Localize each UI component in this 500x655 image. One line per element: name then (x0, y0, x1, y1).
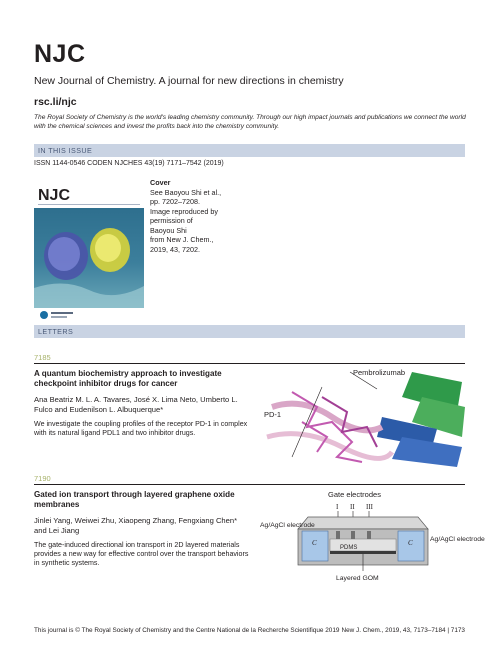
article-authors: Jinlei Yang, Weiwei Zhu, Xiaopeng Zhang, Fengxiang Chen* and Lei Jiang (34, 516, 238, 535)
article-page-number[interactable]: 7190 (34, 474, 51, 483)
footer-citation: New J. Chem., 2019, 43, 7173–7184 | 7173 (341, 627, 465, 634)
cover-caption (150, 178, 270, 254)
cover-heading: Cover (150, 178, 171, 187)
article-page-number[interactable]: 7185 (34, 353, 51, 362)
journal-tagline: New Journal of Chemistry. A journal for new directions in chemistry (34, 75, 344, 87)
letters-heading: LETTERS (34, 325, 465, 338)
figure-label-layered-gom: Layered GOM (336, 575, 379, 582)
figure-label-right-electrode: Ag/AgCl electrode (430, 536, 485, 543)
article-divider (34, 484, 465, 485)
figure-label-pembrolizumab: Pembrolizumab (353, 368, 406, 377)
figure-label-gate-1: I (336, 503, 339, 511)
figure-label-c1: C (312, 539, 317, 547)
article-title[interactable]: Gated ion transport through layered graphene oxide membranes (34, 490, 235, 510)
article-title[interactable]: A quantum biochemistry approach to investigate checkpoint inhibitor drugs for cancer (34, 369, 222, 389)
figure-label-pdms: PDMS (340, 545, 358, 551)
cover-line: See Baoyou Shi et al., (150, 187, 222, 197)
cover-line: Baoyou Shi (150, 225, 187, 235)
figure-label-left-electrode: Ag/AgCl electrode (260, 522, 315, 529)
protein-structure-graphic (262, 367, 465, 470)
article-abstract: The gate-induced directional ion transport in 2D layered materials provides a new way for effective control over the transport behaviors in synthetic systems. (34, 541, 249, 568)
rsc-description: The Royal Society of Chemistry is the world's leading chemistry community. Through our high impact journals and publications we connect the world with the chemical sciences and invest the profits back into the chemistry community. (34, 114, 466, 130)
cover-line: Image reproduced by (150, 206, 218, 216)
figure-label-pd1: PD-1 (264, 410, 282, 419)
article-divider (34, 363, 465, 364)
cover-thumb-logo: NJC (38, 187, 71, 204)
membrane-device-graphic (258, 487, 485, 587)
cover-thumbnail (34, 178, 144, 323)
cover-line: from New J. Chem., (150, 235, 214, 244)
figure-label-c2: C (408, 539, 413, 547)
figure-label-gate-electrodes: Gate electrodes (328, 490, 381, 499)
in-this-issue-heading: IN THIS ISSUE (34, 144, 465, 157)
journal-url[interactable]: rsc.li/njc (34, 96, 77, 108)
footer-copyright: This journal is © The Royal Society of Chemistry and the Centre National de la Recherche Scientifique 2019 (34, 627, 340, 634)
cover-line: permission of (150, 216, 193, 225)
figure-label-gate-2: II (350, 503, 355, 511)
journal-logo: NJC (34, 40, 86, 68)
article-abstract: We investigate the coupling profiles of the receptor PD-1 in complex with its natural ligand PDL1 and two inhibitor drugs. (34, 420, 248, 438)
figure-label-gate-3: III (366, 503, 373, 511)
cover-line: 2019, 43, 7202. (150, 244, 200, 254)
issn-line: ISSN 1144-0546 CODEN NJCHES 43(19) 7171–7542 (2019) (34, 160, 224, 167)
cover-line: pp. 7202–7208. (150, 197, 200, 206)
article-authors: Ana Beatriz M. L. A. Tavares, José X. Lima Neto, Umberto L. Fulco and Eudenilson L. Albuquerque* (34, 395, 238, 414)
